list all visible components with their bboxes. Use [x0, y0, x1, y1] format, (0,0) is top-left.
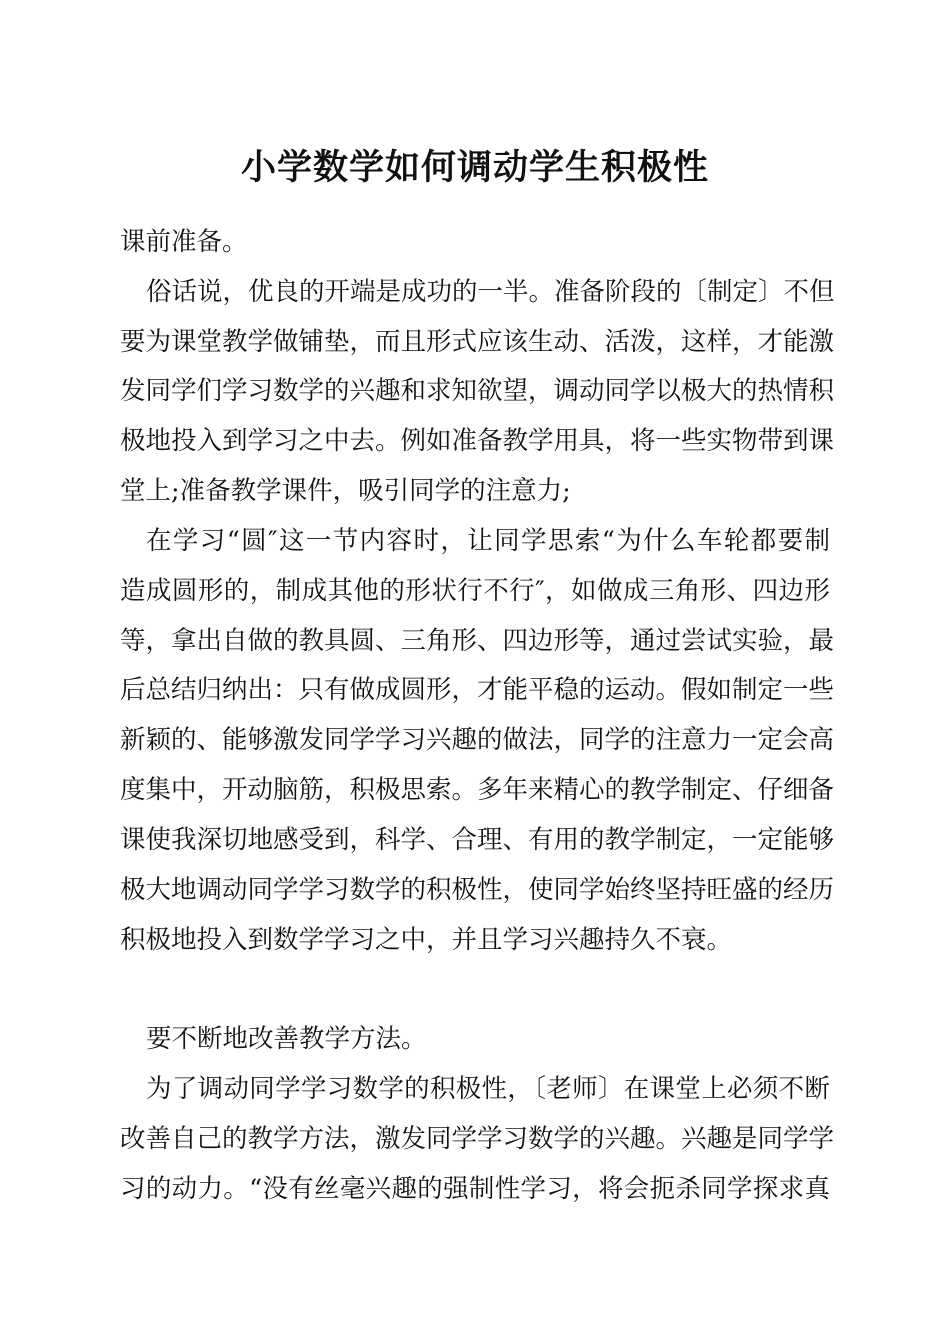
paragraph-line: 造成圆形的，制成其他的形状行不行″，如做成三角形、四边形 — [120, 576, 830, 606]
paragraph-line: 要为课堂教学做铺垫，而且形式应该生动、活泼，这样，才能激 — [120, 327, 835, 357]
paragraph-line: 后总结归纳出：只有做成圆形，才能平稳的运动。假如制定一些 — [120, 675, 835, 705]
paragraph-line: 积极地投入到数学学习之中，并且学习兴趣持久不衰。 — [120, 925, 733, 955]
paragraph-line: 堂上;准备教学课件，吸引同学的注意力; — [120, 476, 571, 506]
paragraph-line: 发同学们学习数学的兴趣和求知欲望，调动同学以极大的热情积 — [120, 376, 835, 406]
paragraph-line: 新颖的、能够激发同学学习兴趣的做法，同学的注意力一定会高 — [120, 725, 835, 755]
paragraph-line: 极大地调动同学学习数学的积极性，使同学始终坚持旺盛的经历 — [120, 875, 835, 905]
paragraph-line: 度集中，开动脑筋，积极思索。多年来精心的教学制定、仔细备 — [120, 775, 835, 805]
paragraph-line: 极地投入到学习之中去。例如准备教学用具，将一些实物带到课 — [120, 426, 835, 456]
paragraph-heading-preparation: 课前准备。 — [120, 227, 248, 257]
paragraph-line: 在学习“圆″这一节内容时，让同学思索“为什么车轮都要制 — [146, 526, 830, 556]
paragraph-line: 习的动力。“没有丝毫兴趣的强制性学习，将会扼杀同学探求真 — [120, 1174, 830, 1204]
paragraph-heading-methods: 要不断地改善教学方法。 — [146, 1024, 427, 1054]
document-title: 小学数学如何调动学生积极性 — [240, 148, 709, 188]
paragraph-line: 为了调动同学学习数学的积极性，〔老师〕在课堂上必须不断 — [146, 1074, 830, 1104]
paragraph-line: 课使我深切地感受到，科学、合理、有用的教学制定，一定能够 — [120, 825, 835, 855]
paragraph-line: 等，拿出自做的教具圆、三角形、四边形等，通过尝试实验，最 — [120, 626, 835, 656]
paragraph-line: 改善自己的教学方法，激发同学学习数学的兴趣。兴趣是同学学 — [120, 1124, 835, 1154]
paragraph-line: 俗话说，优良的开端是成功的一半。准备阶段的〔制定〕不但 — [146, 277, 835, 307]
